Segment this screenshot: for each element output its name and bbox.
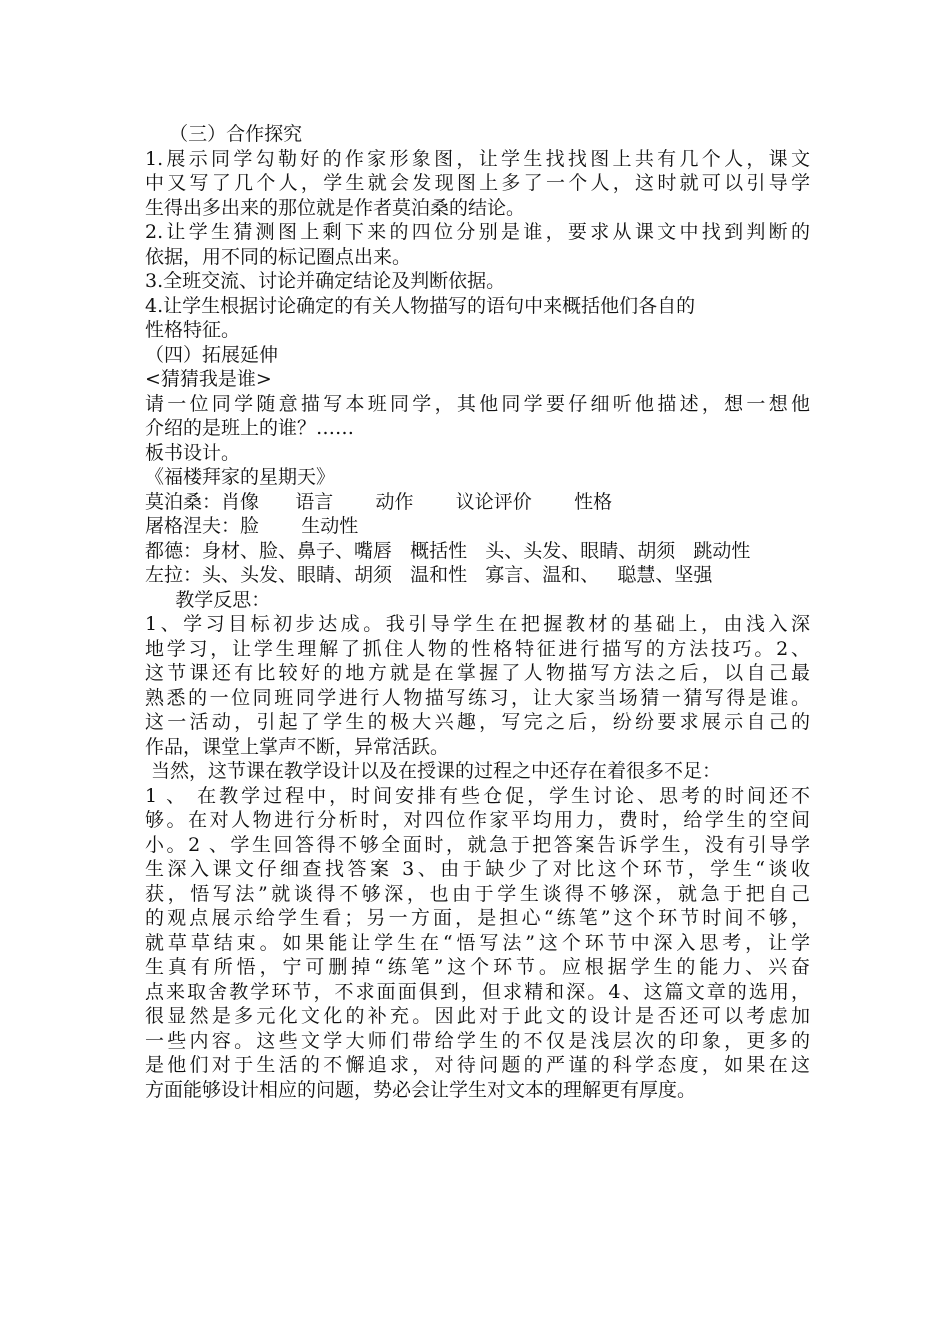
text-line: 2.让学生猜测图上剩下来的四位分别是谁，要求从课文中找到判断的 — [145, 221, 810, 243]
text-line: 很显然是多元化文化的补充。因此对于此文的设计是否还可以考虑加 — [145, 1005, 810, 1027]
text-line: 性格特征。 — [145, 319, 241, 341]
text-line: 当然，这节课在教学设计以及在授课的过程之中还存在着很多不足： — [145, 760, 722, 782]
text-line: 中又写了几个人，学生就会发现图上多了一个人，这时就可以引导学 — [145, 172, 810, 194]
text-line: <猜猜我是谁> — [145, 368, 272, 390]
text-line: 1、学习目标初步达成。我引导学生在把握教材的基础上，由浅入深 — [145, 613, 810, 635]
text-line: 左拉：头、头发、眼睛、胡须 温和性 寡言、温和、 聪慧、坚强 — [145, 564, 713, 586]
text-line: 这节课还有比较好的地方就是在掌握了人物描写方法之后，以自己最 — [145, 662, 810, 684]
text-line: 4.让学生根据讨论确定的有关人物描写的语句中来概括他们各自的 — [145, 294, 696, 317]
text-line: 是他们对于生活的不懈追求，对待问题的严谨的科学态度，如果在这 — [145, 1054, 810, 1076]
text-line: 1 、 在教学过程中，时间安排有些仓促，学生讨论、思考的时间还不 — [145, 784, 810, 807]
text-line: 就草草结束。如果能让学生在“悟写法”这个环节中深入思考，让学 — [145, 931, 810, 954]
text-line: 方面能够设计相应的问题，势必会让学生对文本的理解更有厚度。 — [145, 1078, 697, 1101]
text-line: 3.全班交流、讨论并确定结论及判断依据。 — [145, 270, 506, 292]
text-line: 1.展示同学勾勒好的作家形象图，让学生找找图上共有几个人，课文 — [145, 147, 810, 170]
text-line: 请一位同学随意描写本班同学，其他同学要仔细听他描述，想一想他 — [145, 392, 810, 415]
text-line: 够。在对人物进行分析时，对四位作家平均用力，费时，给学生的空间 — [145, 809, 810, 831]
text-line: 介绍的是班上的谁？…… — [145, 417, 355, 439]
text-line: 生得出多出来的那位就是作者莫泊桑的结论。 — [145, 196, 526, 219]
section4-heading: （四）拓展延伸 — [145, 343, 279, 366]
reflection-heading: 教学反思： — [145, 588, 271, 611]
text-line: 地学习，让学生理解了抓住人物的性格特征进行描写的方法技巧。2、 — [145, 637, 810, 660]
text-line: 的观点展示给学生看；另一方面，是担心“练笔”这个环节时间不够， — [145, 907, 810, 929]
text-line: 获，悟写法”就谈得不够深，也由于学生谈得不够深，就急于把自己 — [145, 882, 810, 905]
text-line: 生深入课文仔细查找答案 3、由于缺少了对比这个环节，学生“谈收 — [145, 858, 810, 880]
text-line: 这一活动，引起了学生的极大兴趣，写完之后，纷纷要求展示自己的 — [145, 711, 810, 733]
text-line: 熟悉的一位同班同学进行人物描写练习，让大家当场猜一猜写得是谁。 — [145, 686, 810, 709]
section3-heading: （三）合作探究 — [145, 123, 303, 145]
text-line: 板书设计。 — [145, 441, 241, 464]
text-line: 点来取舍教学环节，不求面面俱到，但求精和深。4、这篇文章的选用， — [145, 980, 810, 1003]
text-line: 小。2 、学生回答得不够全面时，就急于把答案告诉学生，没有引导学 — [145, 833, 810, 856]
document-page — [145, 122, 810, 1102]
text-line: 作品，课堂上掌声不断，异常活跃。 — [145, 735, 450, 758]
text-line: 《福楼拜家的星期天》 — [145, 466, 336, 488]
text-line: 屠格涅夫：脸 生动性 — [145, 515, 359, 537]
text-line: 莫泊桑：肖像 语言 动作 议论评价 性格 — [145, 490, 613, 513]
text-line: 依据，用不同的标记圈点出来。 — [145, 245, 412, 268]
text-line: 生真有所悟，宁可删掉“练笔”这个环节。应根据学生的能力、兴奋 — [145, 956, 810, 978]
text-line: 都德：身材、脸、鼻子、嘴唇 概括性 头、头发、眼睛、胡须 跳动性 — [145, 539, 751, 562]
text-line: 一些内容。这些文学大师们带给学生的不仅是浅层次的印象，更多的 — [145, 1029, 810, 1052]
